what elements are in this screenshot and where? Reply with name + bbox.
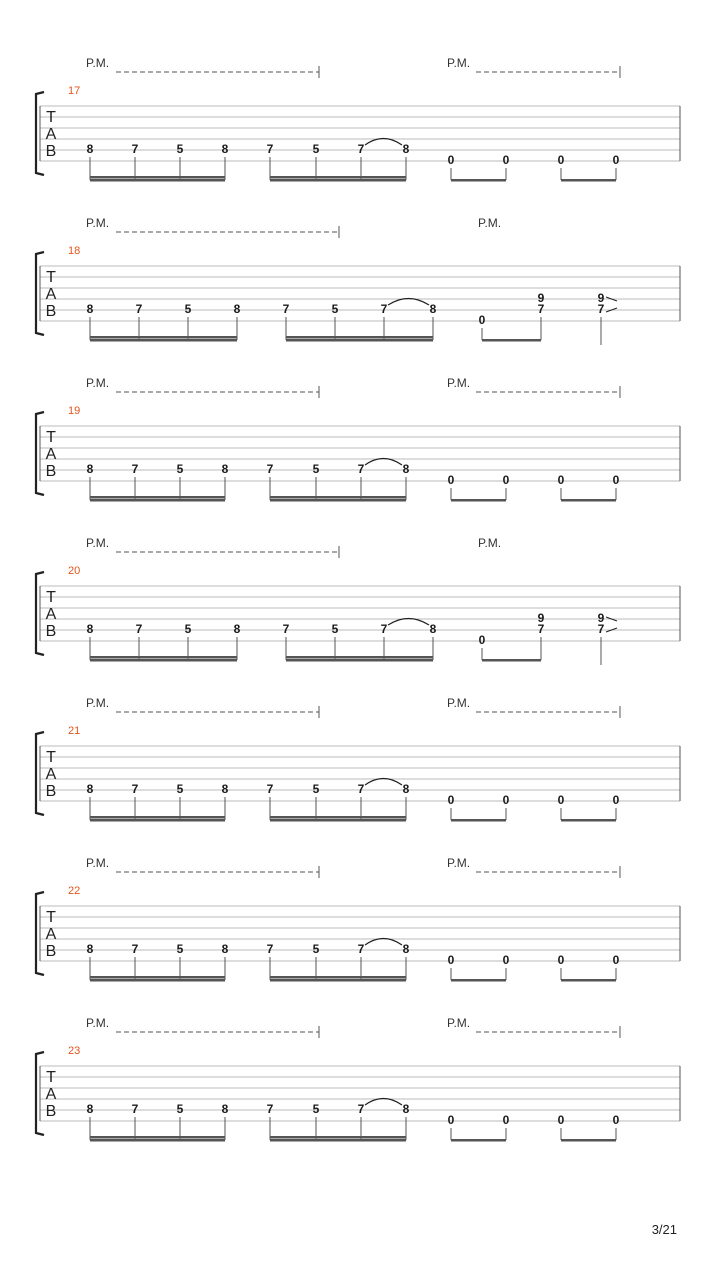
- fret-number: 7: [380, 302, 388, 316]
- fret-number: 7: [131, 942, 139, 956]
- beam: [90, 496, 225, 499]
- beam: [90, 499, 225, 502]
- tab-system: [36, 856, 680, 982]
- beam: [286, 339, 433, 342]
- palm-mute-label: P.M.: [447, 56, 471, 70]
- beam: [90, 816, 225, 819]
- fret-number: 8: [86, 462, 94, 476]
- fret-number: 0: [612, 793, 620, 807]
- fret-number: 8: [86, 622, 94, 636]
- beam: [482, 339, 541, 342]
- palm-mute-label: P.M.: [447, 1016, 471, 1030]
- beam: [90, 339, 237, 342]
- measure-number: 21: [68, 725, 81, 737]
- fret-number: 7: [537, 302, 545, 316]
- palm-mute-label: P.M.: [447, 856, 471, 870]
- palm-mute-label: P.M.: [86, 696, 110, 710]
- beam: [561, 499, 616, 502]
- fret-number: 8: [221, 462, 229, 476]
- fret-number: 8: [86, 1102, 94, 1116]
- tab-clef-letter: T: [46, 909, 56, 926]
- fret-number: 7: [282, 622, 290, 636]
- fret-number: 7: [537, 622, 545, 636]
- fret-number: 0: [502, 153, 510, 167]
- fret-number: 8: [402, 462, 410, 476]
- measure-number: 18: [68, 245, 81, 257]
- tab-clef-letter: T: [46, 429, 56, 446]
- beam: [561, 819, 616, 822]
- tab-clef-letter: B: [45, 143, 57, 160]
- fret-number: 8: [86, 782, 94, 796]
- beam: [482, 659, 541, 662]
- beam: [451, 819, 506, 822]
- fret-number: 7: [357, 142, 365, 156]
- fret-number: 8: [221, 942, 229, 956]
- fret-number: 7: [357, 782, 365, 796]
- palm-mute-label: P.M.: [478, 216, 502, 230]
- beam: [286, 656, 433, 659]
- beam: [90, 1139, 225, 1142]
- fret-number: 5: [176, 462, 184, 476]
- fret-number: 0: [478, 633, 486, 647]
- fret-number: 7: [131, 142, 139, 156]
- beam: [90, 1136, 225, 1139]
- beam: [270, 499, 406, 502]
- fret-number: 5: [312, 782, 320, 796]
- fret-number: 9: [597, 291, 605, 305]
- palm-mute-label: P.M.: [86, 536, 110, 550]
- palm-mute-label: P.M.: [86, 216, 110, 230]
- fret-number: 7: [266, 942, 274, 956]
- fret-number: 0: [612, 473, 620, 487]
- fret-number: 7: [131, 782, 139, 796]
- page-number: 3/21: [651, 1222, 677, 1237]
- fret-number: 7: [131, 1102, 139, 1116]
- tab-clef-letter: A: [45, 926, 57, 943]
- fret-number: 7: [357, 1102, 365, 1116]
- beam: [270, 816, 406, 819]
- tab-clef-letter: T: [46, 269, 56, 286]
- beam: [451, 499, 506, 502]
- beam: [270, 179, 406, 182]
- tab-system: [36, 696, 680, 822]
- fret-number: 0: [557, 473, 565, 487]
- measure-number: 23: [68, 1045, 81, 1057]
- beam: [286, 659, 433, 662]
- tab-clef-letter: T: [46, 1069, 56, 1086]
- fret-number: 7: [380, 622, 388, 636]
- tab-system: [36, 56, 680, 182]
- beam: [90, 659, 237, 662]
- beam: [90, 979, 225, 982]
- fret-number: 0: [447, 953, 455, 967]
- beam: [561, 179, 616, 182]
- tab-system: [36, 216, 680, 345]
- tab-system: [36, 1016, 680, 1142]
- tab-clef-letter: A: [45, 1086, 57, 1103]
- fret-number: 5: [331, 622, 339, 636]
- beam: [270, 979, 406, 982]
- beam: [270, 976, 406, 979]
- tab-clef-letter: T: [46, 589, 56, 606]
- beam: [90, 176, 225, 179]
- fret-number: 9: [537, 611, 545, 625]
- beam: [90, 336, 237, 339]
- tab-clef-letter: B: [45, 303, 57, 320]
- fret-number: 0: [557, 1113, 565, 1127]
- fret-number: 0: [478, 313, 486, 327]
- tab-clef-letter: T: [46, 109, 56, 126]
- fret-number: 8: [86, 942, 94, 956]
- fret-number: 0: [447, 793, 455, 807]
- measure-number: 20: [68, 565, 81, 577]
- tab-clef-letter: A: [45, 286, 57, 303]
- palm-mute-label: P.M.: [447, 376, 471, 390]
- fret-number: 0: [447, 473, 455, 487]
- fret-number: 0: [502, 1113, 510, 1127]
- fret-number: 0: [612, 1113, 620, 1127]
- tab-clef-letter: B: [45, 783, 57, 800]
- fret-number: 5: [312, 1102, 320, 1116]
- beam: [270, 176, 406, 179]
- fret-number: 5: [331, 302, 339, 316]
- fret-number: 5: [176, 782, 184, 796]
- beam: [561, 1139, 616, 1142]
- tab-clef-letter: A: [45, 606, 57, 623]
- tab-clef-letter: A: [45, 126, 57, 143]
- beam: [451, 179, 506, 182]
- fret-number: 7: [597, 302, 605, 316]
- palm-mute-label: P.M.: [86, 1016, 110, 1030]
- beam: [270, 1139, 406, 1142]
- fret-number: 5: [312, 942, 320, 956]
- fret-number: 8: [221, 1102, 229, 1116]
- fret-number: 8: [402, 942, 410, 956]
- fret-number: 9: [597, 611, 605, 625]
- fret-number: 8: [402, 1102, 410, 1116]
- beam: [90, 976, 225, 979]
- fret-number: 8: [402, 782, 410, 796]
- fret-number: 7: [266, 462, 274, 476]
- measure-number: 19: [68, 405, 81, 417]
- palm-mute-label: P.M.: [86, 376, 110, 390]
- palm-mute-label: P.M.: [447, 696, 471, 710]
- fret-number: 8: [221, 782, 229, 796]
- fret-number: 7: [266, 782, 274, 796]
- measure-number: 22: [68, 885, 81, 897]
- palm-mute-label: P.M.: [86, 56, 110, 70]
- fret-number: 0: [557, 153, 565, 167]
- palm-mute-label: P.M.: [86, 856, 110, 870]
- fret-number: 7: [135, 622, 143, 636]
- fret-number: 7: [135, 302, 143, 316]
- tab-clef-letter: A: [45, 446, 57, 463]
- fret-number: 7: [131, 462, 139, 476]
- palm-mute-label: P.M.: [478, 536, 502, 550]
- fret-number: 5: [184, 302, 192, 316]
- beam: [270, 819, 406, 822]
- beam: [451, 1139, 506, 1142]
- tab-clef-letter: B: [45, 943, 57, 960]
- fret-number: 0: [447, 153, 455, 167]
- tab-system: [36, 376, 680, 502]
- tab-system: [36, 536, 680, 665]
- beam: [451, 979, 506, 982]
- fret-number: 7: [597, 622, 605, 636]
- fret-number: 7: [357, 942, 365, 956]
- fret-number: 5: [176, 942, 184, 956]
- beam: [90, 656, 237, 659]
- measure-number: 17: [68, 85, 81, 97]
- fret-number: 7: [357, 462, 365, 476]
- beam: [270, 1136, 406, 1139]
- tab-clef-letter: B: [45, 623, 57, 640]
- tab-clef-letter: T: [46, 749, 56, 766]
- fret-number: 5: [312, 142, 320, 156]
- fret-number: 0: [447, 1113, 455, 1127]
- fret-number: 9: [537, 291, 545, 305]
- tab-clef-letter: A: [45, 766, 57, 783]
- fret-number: 8: [233, 302, 241, 316]
- beam: [90, 179, 225, 182]
- fret-number: 5: [176, 1102, 184, 1116]
- fret-number: 8: [429, 622, 437, 636]
- beam: [286, 336, 433, 339]
- fret-number: 8: [86, 302, 94, 316]
- fret-number: 8: [402, 142, 410, 156]
- fret-number: 8: [221, 142, 229, 156]
- beam: [90, 819, 225, 822]
- fret-number: 7: [266, 142, 274, 156]
- fret-number: 7: [282, 302, 290, 316]
- fret-number: 0: [612, 953, 620, 967]
- fret-number: 8: [86, 142, 94, 156]
- tab-clef-letter: B: [45, 463, 57, 480]
- tab-clef-letter: B: [45, 1103, 57, 1120]
- fret-number: 0: [502, 473, 510, 487]
- beam: [561, 979, 616, 982]
- fret-number: 0: [502, 953, 510, 967]
- beam: [270, 496, 406, 499]
- fret-number: 0: [557, 953, 565, 967]
- fret-number: 0: [557, 793, 565, 807]
- fret-number: 5: [176, 142, 184, 156]
- fret-number: 0: [612, 153, 620, 167]
- fret-number: 8: [429, 302, 437, 316]
- fret-number: 0: [502, 793, 510, 807]
- fret-number: 8: [233, 622, 241, 636]
- fret-number: 5: [312, 462, 320, 476]
- fret-number: 5: [184, 622, 192, 636]
- fret-number: 7: [266, 1102, 274, 1116]
